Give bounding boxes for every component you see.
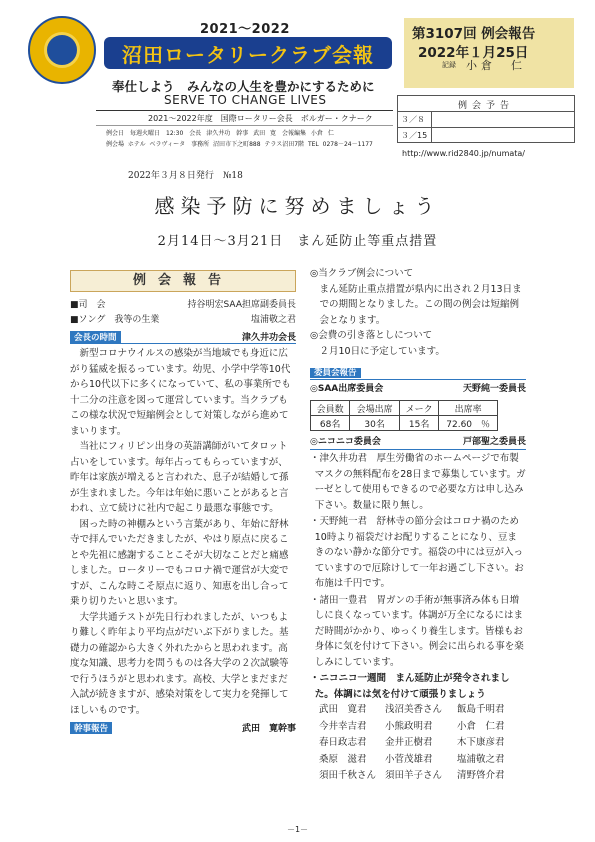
president-header bbox=[70, 330, 296, 344]
theme-line: 2021～2022年度 国際ロータリー会長 ボルガー・クナーク bbox=[148, 114, 373, 123]
subheadline: 2月14日～3月21日 まん延防止等重点措置 bbox=[157, 234, 438, 249]
notice-body: まん延防止重点措置が県内に出され２月13日までの期間となりました。この間の例会は短縮例会となります。 bbox=[319, 283, 522, 326]
recorder-label: 記録 bbox=[442, 61, 456, 69]
name-cell: 須田羊子さん bbox=[385, 770, 443, 781]
name-cell: 小倉 仁君 bbox=[457, 720, 505, 732]
table-row bbox=[311, 401, 498, 416]
committee-header bbox=[310, 360, 526, 380]
meeting-number: 第3107回 例会報告 bbox=[412, 26, 536, 42]
club-banner bbox=[104, 37, 392, 69]
name-cell: 武田 寛君 bbox=[319, 704, 367, 715]
niko-header bbox=[310, 435, 526, 450]
schedule-date: ３／８ bbox=[401, 115, 425, 124]
paragraph: 大学共通テストが先日行われましたが、いつもより難しく昨年より平均点がだいぶ下がりました。基礎力の確認から大きく外れたからと思われます。高度な知識、思考力を問うものは各大学の２次試験等で行うほうがと思われます。高校、大学とまだまだ入試が続きますが、感染対策をして実力を発揮してほしいものです。 bbox=[70, 611, 289, 716]
niko-item: ・諸田一豊君 胃ガンの手術が無事済み体も日増しに良くなっています。体調が万全になるにはまだ時間がかかり、ゆっくり養生します。皆様もお身体に気を付けて下さい。例会に出られる事を楽しみにしています。 bbox=[310, 594, 524, 668]
niko-item: ・津久井功君 厚生労働省のホームページで布製マスクの無料配布を28日まで募集しています。ガーゼとして使用もできるので必要な方は申し込み下さい。数量に限り無し。 bbox=[310, 453, 526, 511]
saa-header bbox=[310, 382, 526, 396]
table-cell: 30名 bbox=[350, 416, 400, 431]
secretary-name: 武田 寛幹事 bbox=[241, 724, 296, 734]
secretary-label: 幹事報告 bbox=[70, 722, 112, 734]
secretary-header bbox=[70, 721, 296, 734]
table-row bbox=[318, 702, 506, 719]
table-cell: 68名 bbox=[311, 416, 350, 431]
name-cell: 飯島千明君 bbox=[457, 704, 505, 715]
role-row bbox=[70, 313, 296, 328]
motto-english: SERVE TO CHANGE LIVES bbox=[164, 93, 327, 107]
role-label: ■ソング 我等の生業 bbox=[70, 315, 160, 325]
rotary-logo bbox=[28, 16, 96, 84]
name-cell: 須田千秋さん bbox=[319, 770, 377, 781]
recorder-name: 小倉 仁 bbox=[466, 59, 526, 72]
table-header-cell: メーク bbox=[400, 401, 439, 416]
table-row bbox=[318, 752, 506, 769]
meeting-date: 2022年１月25日 bbox=[418, 45, 529, 61]
club-info-line: 例会場 ホテル ベラヴィータ 事務所 沼田市下之町888 テラス沼田7階 TEL 0278－24－1177 bbox=[106, 141, 373, 148]
table-cell: 15名 bbox=[400, 416, 439, 431]
name-cell: 清野啓介君 bbox=[457, 770, 505, 781]
right-column bbox=[310, 266, 526, 785]
notices bbox=[310, 266, 526, 359]
club-name: 沼田ロータリークラブ会報 bbox=[122, 42, 374, 67]
motto: 奉仕しよう みんなの人生を豊かにするために bbox=[112, 79, 375, 94]
name-cell: 今井幸吉君 bbox=[319, 720, 367, 732]
club-years: 2021～2022 bbox=[200, 22, 290, 37]
role-value: 塩浦敬之君 bbox=[250, 315, 296, 325]
divider bbox=[96, 110, 393, 111]
club-info-line: 例会日 毎週火曜日 12:30 会長 津久井功 幹事 武田 寛 会報編集 小倉 仁 bbox=[106, 130, 334, 137]
headline: 感染予防に努めましょう bbox=[154, 194, 441, 218]
saa-chair: 天野純一委員長 bbox=[462, 384, 526, 394]
name-cell: 春日政志君 bbox=[319, 737, 367, 748]
issue-date: 2022年３月８日発行 №18 bbox=[128, 171, 243, 181]
niko-title: ◎ニコニコ委員会 bbox=[310, 437, 381, 447]
saa-title: ◎SAA出席委員会 bbox=[310, 384, 384, 394]
name-cell: 浅沼美香さん bbox=[385, 704, 443, 715]
table-row bbox=[311, 416, 498, 431]
name-cell: 小熊政明君 bbox=[385, 720, 433, 732]
paragraph: 新型コロナウイルスの感染が当地域でも身近に広がり猛威を振るっています。幼児、小学中学等10代から10代以下に多くになっていて、私の事業所でも十二分の注意を図って運営しています。当クラブもこの様な状況で短縮例会として対策しながら進めてまいります。 bbox=[70, 348, 291, 437]
president-label: 会長の時間 bbox=[70, 331, 121, 343]
name-cell: 桑原 滋君 bbox=[319, 753, 367, 765]
schedule-date: ３／15 bbox=[401, 131, 428, 140]
role-value: 持谷明宏SAA担席副委員長 bbox=[187, 300, 296, 310]
table-header-cell: 出席率 bbox=[439, 401, 498, 416]
table-row bbox=[318, 768, 506, 785]
name-cell: 小菅茂雄君 bbox=[385, 753, 433, 765]
names-table bbox=[318, 702, 506, 785]
niko-chair: 戸部聖之委員長 bbox=[462, 437, 526, 447]
page-number: －1－ bbox=[286, 825, 309, 834]
president-speech bbox=[70, 346, 296, 718]
table-cell: 72.60 ％ bbox=[439, 416, 498, 431]
left-column bbox=[70, 270, 296, 734]
niko-weekly: ・ニコニコ一週間 まん延防止が発令されました。体調には気を付けて頑張りましょう bbox=[310, 673, 510, 700]
niko-item: ・天野純一君 舒林寺の節分会はコロナ禍のため10時より福袋だけお配りすることになり、豆まきのない静かな節分です。福袋の中には豆が入っていますので厄除けして一年お過ごし下さい。お布施は千円です。 bbox=[310, 516, 524, 589]
website-link[interactable]: http://www.rid2840.jp/numata/ bbox=[402, 149, 526, 158]
committee-label: 委員会報告 bbox=[310, 368, 361, 378]
president-name: 津久井功会長 bbox=[241, 333, 296, 343]
section-title: 例会報告 bbox=[70, 270, 296, 292]
niko-items bbox=[310, 451, 526, 702]
divider bbox=[96, 125, 393, 126]
notice-body: ２月10日に予定しています。 bbox=[319, 345, 445, 357]
table-row bbox=[318, 719, 506, 736]
name-cell: 金井正樹君 bbox=[385, 737, 433, 748]
name-cell: 木下康彦君 bbox=[457, 737, 505, 748]
role-row bbox=[70, 298, 296, 313]
name-cell: 塩浦敬之君 bbox=[457, 753, 505, 765]
table-row bbox=[318, 735, 506, 752]
table-header-cell: 会場出席 bbox=[350, 401, 400, 416]
schedule-title: 例会予告 bbox=[457, 101, 514, 111]
notice-heading: ◎会費の引き落としについて bbox=[310, 330, 433, 341]
paragraph: 当社にフィリピン出身の英語講師がいてタロット占いをしています。毎年占ってもらっていますが、昨年は家族が増えると言われた、息子が結婚して孫が生まれました。今年は年始に悪いことがあると言われ、立て続けに社内で起こり最悪な事態です。 bbox=[70, 441, 289, 514]
attendance-table bbox=[310, 400, 498, 431]
paragraph: 困った時の神棚みという言葉があり、年始に舒林寺で拝んでいただきましたが、やはり原点に戻ることや先祖に感謝することこそが大切なことだと痛感しました。ロータリーでもコロナ禍で運営が大変ですが、こんな時こそ原点に返り、知恵を出し合って乗り切りたいと思います。 bbox=[70, 518, 289, 607]
notice-heading: ◎当クラブ例会について bbox=[310, 268, 414, 279]
role-label: ■司 会 bbox=[70, 300, 106, 310]
table-header-cell: 会員数 bbox=[311, 401, 350, 416]
